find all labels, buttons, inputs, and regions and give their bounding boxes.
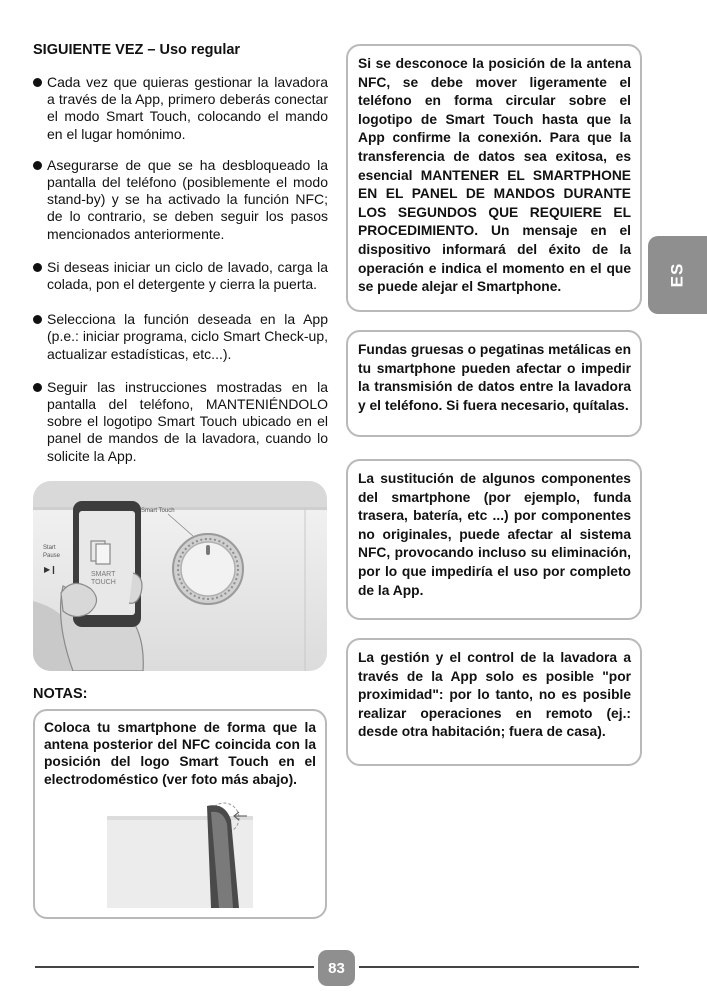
language-tab-label: ES [667, 262, 687, 288]
phone-smart-logo: SMART [91, 571, 116, 578]
note-text: Fundas gruesas o pegatinas metálicas en tu smartphone pueden afectar o impedir la transmisión de datos entre la lavadora y el teléfono. Si fuera necesario, quítalas. [358, 342, 631, 413]
smart-touch-illustration [33, 481, 327, 671]
note-box-proximity [346, 638, 642, 766]
antenna-photo [107, 798, 253, 908]
bullet-dot-icon [33, 78, 42, 87]
list-item [33, 74, 328, 143]
list-item-text: Seguir las instrucciones mostradas en la pantalla del teléfono, MANTENIÉNDOLO sobre el logotipo Smart Touch ubicado en el panel de mandos de la lavadora, cuando lo solicite la App. [47, 378, 328, 464]
note-text: La sustitución de algunos componentes del smartphone (por ejemplo, funda trasera, batería, etc ...) por componentes no originales, puede afectar al sistema NFC, provocando incluso su eliminación, por lo que impediría el uso por completo de la App. [358, 471, 631, 598]
play-pause-icon: ▶❙ [44, 565, 57, 574]
list-item [33, 259, 328, 293]
bullet-dot-icon [33, 383, 42, 392]
note-text: Coloca tu smartphone de forma que la antena posterior del NFC coincida con la posición del logo Smart Touch en el electrodoméstico (ver foto más abajo). [44, 720, 316, 787]
note-box-nfc-position [346, 44, 642, 312]
note-box-cases [346, 330, 642, 437]
bullet-dot-icon [33, 161, 42, 170]
list-item-text: Asegurarse de que se ha desbloqueado la pantalla del teléfono (posiblemente el modo stand-by) y se ha activado la función NFC; de lo contrario, se deben seguir los pasos mencionados anteriormente. [47, 156, 328, 242]
pause-label: Pause [43, 553, 61, 559]
phone-touch-logo: TOUCH [91, 579, 116, 586]
bullet-dot-icon [33, 315, 42, 324]
smart-touch-photo [33, 481, 327, 671]
note-text: Si se desconoce la posición de la antena NFC, se debe mover ligeramente el teléfono en forma circular sobre el logotipo de Smart Touch hasta que la App confirme la conexión. Para que la transferencia de datos sea exitosa, es esencial MANTENER EL SMARTPHONE EN EL PANEL DE MANDOS DURANTE LOS SEGUNDOS QUE REQUIERE EL PROCEDIMIENTO. Un mensaje en el dispositivo informará del éxito de la operación e indica el momento en el que se puede alejar el Smartphone. [358, 56, 631, 295]
list-item [33, 379, 328, 465]
footer-divider-left [35, 966, 314, 968]
language-tab [648, 236, 707, 314]
notes-title: NOTAS: [33, 686, 88, 702]
note-box-components [346, 459, 642, 620]
list-item-text: Selecciona la función deseada en la App (p.e.: iniciar programa, ciclo Smart Check-up, actualizar estadísticas, etc...). [47, 311, 328, 362]
antenna-illustration [107, 798, 253, 908]
instruction-list [33, 74, 328, 482]
list-item-text: Cada vez que quieras gestionar la lavadora a través de la App, primero deberás conectar el modo Smart Touch, colocando el mando en el lugar homónimo. [47, 74, 328, 142]
page-number: 83 [318, 950, 355, 986]
panel-smart-touch-label: Smart Touch [141, 508, 175, 514]
footer-divider-right [359, 966, 639, 968]
bullet-dot-icon [33, 263, 42, 272]
section-title: SIGUIENTE VEZ – Uso regular [33, 42, 241, 58]
note-text: La gestión y el control de la lavadora a través de la App solo es posible "por proximidad": por lo tanto, no es posible realizar operaciones en remoto (ej.: desde otra habitación; fuera de casa). [358, 650, 631, 740]
list-item-text: Si deseas iniciar un ciclo de lavado, carga la colada, pon el detergente y cierra la puerta. [47, 258, 328, 293]
note-box-antenna [33, 709, 327, 919]
start-label: Start [43, 545, 56, 551]
list-item [33, 311, 328, 363]
list-item [33, 157, 328, 243]
